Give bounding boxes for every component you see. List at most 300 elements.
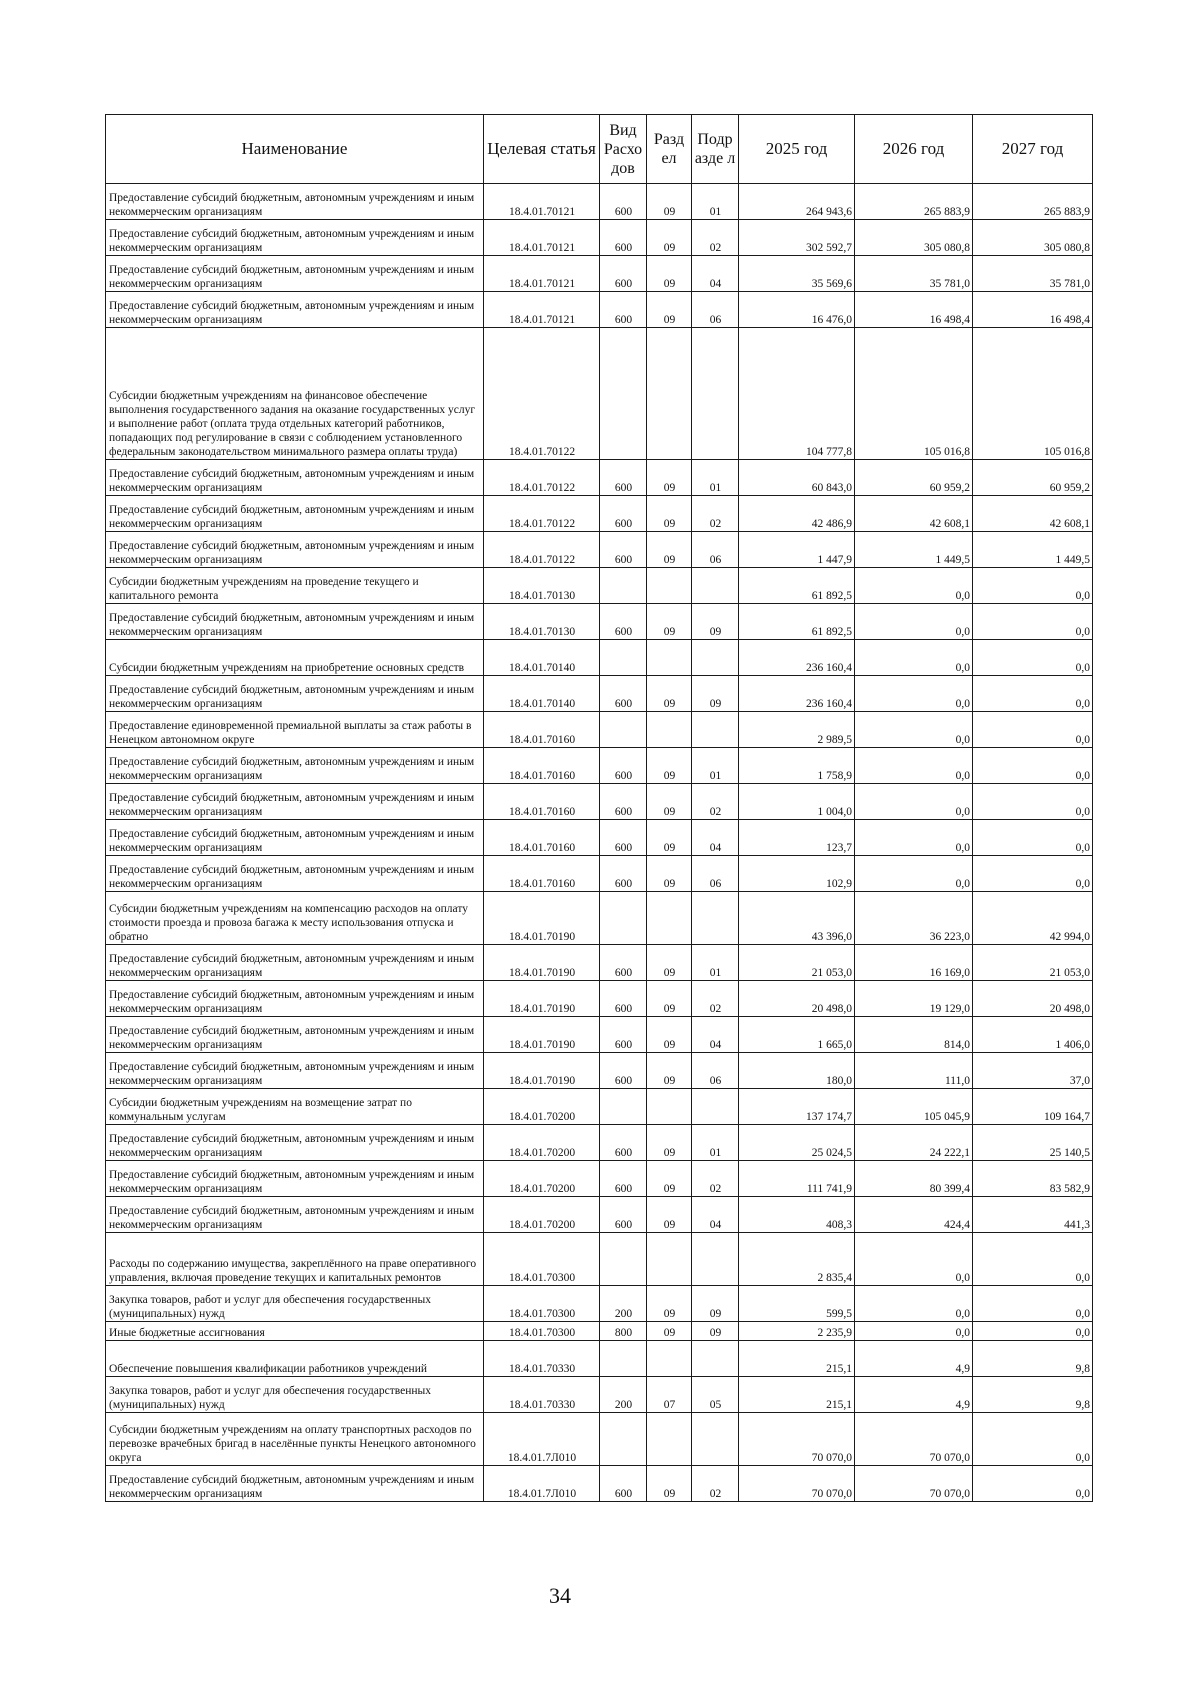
section-cell: 09 <box>647 748 692 784</box>
subsection-cell: 01 <box>692 460 739 496</box>
amount-2025-cell: 408,3 <box>739 1197 855 1233</box>
row-name-cell: Предоставление субсидий бюджетным, автономным учреждениям и иным некоммерческим организациям <box>106 784 484 820</box>
header-section: Разд ел <box>647 115 692 184</box>
amount-2026-cell: 16 498,4 <box>855 292 973 328</box>
table-row <box>106 1125 1093 1161</box>
row-name-cell: Предоставление субсидий бюджетным, автономным учреждениям и иным некоммерческим организациям <box>106 292 484 328</box>
row-name-cell: Субсидии бюджетным учреждениям на компенсацию расходов на оплату стоимости проезда и провоза багажа к месту использования отпуска и обратно <box>106 892 484 945</box>
target-article-cell: 18.4.01.70200 <box>484 1125 600 1161</box>
amount-2027-cell: 37,0 <box>973 1053 1093 1089</box>
expense-type-cell: 600 <box>600 604 647 640</box>
table-row <box>106 184 1093 220</box>
amount-2026-cell: 0,0 <box>855 568 973 604</box>
expense-type-cell: 600 <box>600 856 647 892</box>
expense-type-cell: 600 <box>600 1161 647 1197</box>
expense-type-cell <box>600 892 647 945</box>
subsection-cell <box>692 1089 739 1125</box>
section-cell: 09 <box>647 945 692 981</box>
amount-2025-cell: 35 569,6 <box>739 256 855 292</box>
subsection-cell: 04 <box>692 1017 739 1053</box>
table-row <box>106 328 1093 460</box>
expense-type-cell: 800 <box>600 1322 647 1341</box>
amount-2025-cell: 180,0 <box>739 1053 855 1089</box>
target-article-cell: 18.4.01.70200 <box>484 1197 600 1233</box>
expense-type-cell: 200 <box>600 1377 647 1413</box>
target-article-cell: 18.4.01.70140 <box>484 640 600 676</box>
subsection-cell: 05 <box>692 1377 739 1413</box>
subsection-cell: 01 <box>692 184 739 220</box>
section-cell: 09 <box>647 220 692 256</box>
amount-2025-cell: 215,1 <box>739 1377 855 1413</box>
amount-2027-cell: 1 449,5 <box>973 532 1093 568</box>
row-name-cell: Закупка товаров, работ и услуг для обеспечения государственных (муниципальных) нужд <box>106 1377 484 1413</box>
table-row <box>106 256 1093 292</box>
row-name-cell: Предоставление субсидий бюджетным, автономным учреждениям и иным некоммерческим организациям <box>106 184 484 220</box>
amount-2027-cell: 16 498,4 <box>973 292 1093 328</box>
section-cell <box>647 640 692 676</box>
expense-type-cell: 600 <box>600 256 647 292</box>
header-target-article: Целевая статья <box>484 115 600 184</box>
amount-2027-cell: 109 164,7 <box>973 1089 1093 1125</box>
row-name-cell: Субсидии бюджетным учреждениям на приобретение основных средств <box>106 640 484 676</box>
row-name-cell: Предоставление субсидий бюджетным, автономным учреждениям и иным некоммерческим организациям <box>106 220 484 256</box>
row-name-cell: Предоставление субсидий бюджетным, автономным учреждениям и иным некоммерческим организациям <box>106 604 484 640</box>
section-cell: 09 <box>647 256 692 292</box>
section-cell: 09 <box>647 292 692 328</box>
section-cell: 09 <box>647 820 692 856</box>
subsection-cell: 06 <box>692 856 739 892</box>
amount-2025-cell: 599,5 <box>739 1286 855 1322</box>
header-name: Наименование <box>106 115 484 184</box>
expense-type-cell <box>600 1341 647 1377</box>
amount-2027-cell: 1 406,0 <box>973 1017 1093 1053</box>
table-row <box>106 981 1093 1017</box>
section-cell: 09 <box>647 460 692 496</box>
amount-2025-cell: 60 843,0 <box>739 460 855 496</box>
expense-type-cell: 600 <box>600 1197 647 1233</box>
amount-2025-cell: 1 447,9 <box>739 532 855 568</box>
row-name-cell: Субсидии бюджетным учреждениям на возмещение затрат по коммунальным услугам <box>106 1089 484 1125</box>
amount-2025-cell: 2 835,4 <box>739 1233 855 1286</box>
amount-2026-cell: 0,0 <box>855 1286 973 1322</box>
section-cell: 09 <box>647 1197 692 1233</box>
amount-2026-cell: 70 070,0 <box>855 1466 973 1502</box>
target-article-cell: 18.4.01.70160 <box>484 784 600 820</box>
row-name-cell: Предоставление субсидий бюджетным, автономным учреждениям и иным некоммерческим организациям <box>106 1466 484 1502</box>
target-article-cell: 18.4.01.70190 <box>484 892 600 945</box>
table-row <box>106 1089 1093 1125</box>
expense-type-cell <box>600 712 647 748</box>
target-article-cell: 18.4.01.70130 <box>484 568 600 604</box>
amount-2025-cell: 102,9 <box>739 856 855 892</box>
amount-2027-cell: 21 053,0 <box>973 945 1093 981</box>
amount-2026-cell: 80 399,4 <box>855 1161 973 1197</box>
amount-2026-cell: 305 080,8 <box>855 220 973 256</box>
target-article-cell: 18.4.01.70300 <box>484 1233 600 1286</box>
section-cell: 09 <box>647 981 692 1017</box>
amount-2027-cell: 60 959,2 <box>973 460 1093 496</box>
amount-2026-cell: 111,0 <box>855 1053 973 1089</box>
amount-2025-cell: 25 024,5 <box>739 1125 855 1161</box>
amount-2027-cell: 0,0 <box>973 1322 1093 1341</box>
expense-type-cell: 600 <box>600 784 647 820</box>
table-row <box>106 712 1093 748</box>
amount-2027-cell: 83 582,9 <box>973 1161 1093 1197</box>
table-row <box>106 1466 1093 1502</box>
table-row <box>106 1377 1093 1413</box>
table-row <box>106 748 1093 784</box>
table-row <box>106 568 1093 604</box>
amount-2026-cell: 0,0 <box>855 820 973 856</box>
amount-2025-cell: 215,1 <box>739 1341 855 1377</box>
table-row <box>106 856 1093 892</box>
table-row <box>106 1286 1093 1322</box>
subsection-cell: 04 <box>692 1197 739 1233</box>
row-name-cell: Предоставление субсидий бюджетным, автономным учреждениям и иным некоммерческим организациям <box>106 1125 484 1161</box>
amount-2025-cell: 104 777,8 <box>739 328 855 460</box>
amount-2027-cell: 25 140,5 <box>973 1125 1093 1161</box>
section-cell: 09 <box>647 184 692 220</box>
amount-2025-cell: 123,7 <box>739 820 855 856</box>
expense-type-cell: 600 <box>600 184 647 220</box>
section-cell: 09 <box>647 604 692 640</box>
table-row <box>106 820 1093 856</box>
amount-2025-cell: 70 070,0 <box>739 1466 855 1502</box>
amount-2026-cell: 105 045,9 <box>855 1089 973 1125</box>
section-cell <box>647 328 692 460</box>
subsection-cell <box>692 1341 739 1377</box>
amount-2026-cell: 0,0 <box>855 856 973 892</box>
row-name-cell: Предоставление субсидий бюджетным, автономным учреждениям и иным некоммерческим организациям <box>106 1053 484 1089</box>
subsection-cell: 06 <box>692 532 739 568</box>
amount-2025-cell: 16 476,0 <box>739 292 855 328</box>
table-row <box>106 1322 1093 1341</box>
row-name-cell: Предоставление субсидий бюджетным, автономным учреждениям и иным некоммерческим организациям <box>106 820 484 856</box>
row-name-cell: Предоставление субсидий бюджетным, автономным учреждениям и иным некоммерческим организациям <box>106 748 484 784</box>
table-row <box>106 532 1093 568</box>
target-article-cell: 18.4.01.70160 <box>484 748 600 784</box>
row-name-cell: Предоставление субсидий бюджетным, автономным учреждениям и иным некоммерческим организациям <box>106 256 484 292</box>
target-article-cell: 18.4.01.70130 <box>484 604 600 640</box>
row-name-cell: Предоставление субсидий бюджетным, автономным учреждениям и иным некоммерческим организациям <box>106 496 484 532</box>
amount-2026-cell: 1 449,5 <box>855 532 973 568</box>
subsection-cell: 02 <box>692 784 739 820</box>
expense-type-cell: 600 <box>600 292 647 328</box>
subsection-cell: 06 <box>692 1053 739 1089</box>
amount-2027-cell: 265 883,9 <box>973 184 1093 220</box>
target-article-cell: 18.4.01.70121 <box>484 292 600 328</box>
table-row <box>106 496 1093 532</box>
subsection-cell: 01 <box>692 1125 739 1161</box>
subsection-cell: 01 <box>692 748 739 784</box>
amount-2025-cell: 61 892,5 <box>739 568 855 604</box>
row-name-cell: Предоставление субсидий бюджетным, автономным учреждениям и иным некоммерческим организациям <box>106 1197 484 1233</box>
row-name-cell: Субсидии бюджетным учреждениям на финансовое обеспечение выполнения государственного задания на оказание государственных услуг и выполнение работ (оплата труда отдельных категорий работников, попадающих под регулирование в связи с соблюдением установленного федеральным законодательством минимального размера оплаты труда) <box>106 328 484 460</box>
row-name-cell: Предоставление субсидий бюджетным, автономным учреждениям и иным некоммерческим организациям <box>106 460 484 496</box>
amount-2027-cell: 35 781,0 <box>973 256 1093 292</box>
expense-type-cell: 600 <box>600 460 647 496</box>
amount-2026-cell: 4,9 <box>855 1341 973 1377</box>
table-row <box>106 460 1093 496</box>
amount-2026-cell: 24 222,1 <box>855 1125 973 1161</box>
subsection-cell: 04 <box>692 256 739 292</box>
target-article-cell: 18.4.01.7Л010 <box>484 1413 600 1466</box>
row-name-cell: Закупка товаров, работ и услуг для обеспечения государственных (муниципальных) нужд <box>106 1286 484 1322</box>
amount-2027-cell: 0,0 <box>973 1413 1093 1466</box>
amount-2026-cell: 424,4 <box>855 1197 973 1233</box>
amount-2026-cell: 0,0 <box>855 640 973 676</box>
table-row <box>106 1161 1093 1197</box>
row-name-cell: Обеспечение повышения квалификации работников учреждений <box>106 1341 484 1377</box>
header-year-2027: 2027 год <box>973 115 1093 184</box>
target-article-cell: 18.4.01.70190 <box>484 981 600 1017</box>
table-header-row <box>106 115 1093 184</box>
target-article-cell: 18.4.01.70190 <box>484 1053 600 1089</box>
table-row <box>106 1413 1093 1466</box>
target-article-cell: 18.4.01.70160 <box>484 712 600 748</box>
expense-type-cell <box>600 640 647 676</box>
amount-2026-cell: 814,0 <box>855 1017 973 1053</box>
row-name-cell: Субсидии бюджетным учреждениям на проведение текущего и капитального ремонта <box>106 568 484 604</box>
section-cell: 09 <box>647 676 692 712</box>
expense-type-cell: 600 <box>600 496 647 532</box>
amount-2026-cell: 0,0 <box>855 784 973 820</box>
subsection-cell: 02 <box>692 981 739 1017</box>
amount-2027-cell: 20 498,0 <box>973 981 1093 1017</box>
amount-2026-cell: 0,0 <box>855 712 973 748</box>
amount-2027-cell: 0,0 <box>973 640 1093 676</box>
row-name-cell: Расходы по содержанию имущества, закреплённого на праве оперативного управления, включая проведение текущих и капитальных ремонтов <box>106 1233 484 1286</box>
target-article-cell: 18.4.01.70121 <box>484 256 600 292</box>
amount-2025-cell: 236 160,4 <box>739 676 855 712</box>
expense-type-cell: 600 <box>600 676 647 712</box>
subsection-cell: 06 <box>692 292 739 328</box>
table-row <box>106 604 1093 640</box>
expense-type-cell <box>600 1089 647 1125</box>
amount-2027-cell: 0,0 <box>973 820 1093 856</box>
amount-2026-cell: 16 169,0 <box>855 945 973 981</box>
table-row <box>106 640 1093 676</box>
subsection-cell: 09 <box>692 676 739 712</box>
amount-2026-cell: 36 223,0 <box>855 892 973 945</box>
subsection-cell <box>692 1233 739 1286</box>
section-cell: 09 <box>647 784 692 820</box>
amount-2025-cell: 1 758,9 <box>739 748 855 784</box>
row-name-cell: Предоставление субсидий бюджетным, автономным учреждениям и иным некоммерческим организациям <box>106 1017 484 1053</box>
target-article-cell: 18.4.01.70160 <box>484 820 600 856</box>
amount-2027-cell: 0,0 <box>973 676 1093 712</box>
amount-2027-cell: 42 994,0 <box>973 892 1093 945</box>
amount-2026-cell: 0,0 <box>855 1322 973 1341</box>
subsection-cell <box>692 712 739 748</box>
section-cell <box>647 1341 692 1377</box>
header-subsection: Подр азде л <box>692 115 739 184</box>
section-cell <box>647 1413 692 1466</box>
target-article-cell: 18.4.01.70330 <box>484 1377 600 1413</box>
expense-type-cell: 600 <box>600 981 647 1017</box>
row-name-cell: Предоставление субсидий бюджетным, автономным учреждениям и иным некоммерческим организациям <box>106 1161 484 1197</box>
amount-2027-cell: 42 608,1 <box>973 496 1093 532</box>
row-name-cell: Предоставление субсидий бюджетным, автономным учреждениям и иным некоммерческим организациям <box>106 981 484 1017</box>
section-cell <box>647 712 692 748</box>
target-article-cell: 18.4.01.70122 <box>484 496 600 532</box>
amount-2026-cell: 35 781,0 <box>855 256 973 292</box>
section-cell: 09 <box>647 532 692 568</box>
target-article-cell: 18.4.01.70330 <box>484 1341 600 1377</box>
expense-type-cell <box>600 328 647 460</box>
target-article-cell: 18.4.01.70160 <box>484 856 600 892</box>
amount-2026-cell: 0,0 <box>855 676 973 712</box>
amount-2025-cell: 302 592,7 <box>739 220 855 256</box>
amount-2026-cell: 0,0 <box>855 1233 973 1286</box>
section-cell <box>647 892 692 945</box>
row-name-cell: Иные бюджетные ассигнования <box>106 1322 484 1341</box>
expense-type-cell: 600 <box>600 1466 647 1502</box>
amount-2025-cell: 21 053,0 <box>739 945 855 981</box>
amount-2026-cell: 19 129,0 <box>855 981 973 1017</box>
section-cell: 07 <box>647 1377 692 1413</box>
amount-2025-cell: 61 892,5 <box>739 604 855 640</box>
subsection-cell <box>692 892 739 945</box>
section-cell: 09 <box>647 1017 692 1053</box>
row-name-cell: Предоставление единовременной премиальной выплаты за стаж работы в Ненецком автономном округе <box>106 712 484 748</box>
expense-type-cell: 600 <box>600 532 647 568</box>
target-article-cell: 18.4.01.70140 <box>484 676 600 712</box>
amount-2025-cell: 2 989,5 <box>739 712 855 748</box>
row-name-cell: Предоставление субсидий бюджетным, автономным учреждениям и иным некоммерческим организациям <box>106 945 484 981</box>
expense-type-cell: 600 <box>600 820 647 856</box>
row-name-cell: Предоставление субсидий бюджетным, автономным учреждениям и иным некоммерческим организациям <box>106 676 484 712</box>
table-row <box>106 292 1093 328</box>
page-number: 34 <box>549 1583 571 1608</box>
amount-2027-cell: 9,8 <box>973 1341 1093 1377</box>
subsection-cell <box>692 328 739 460</box>
expense-type-cell <box>600 1233 647 1286</box>
section-cell: 09 <box>647 1466 692 1502</box>
table-row <box>106 220 1093 256</box>
expense-type-cell: 600 <box>600 1125 647 1161</box>
amount-2026-cell: 0,0 <box>855 748 973 784</box>
subsection-cell <box>692 568 739 604</box>
section-cell <box>647 568 692 604</box>
row-name-cell: Субсидии бюджетным учреждениям на оплату транспортных расходов по перевозке врачебных бригад в населённые пункты Ненецкого автономного округа <box>106 1413 484 1466</box>
amount-2027-cell: 105 016,8 <box>973 328 1093 460</box>
subsection-cell: 02 <box>692 1161 739 1197</box>
section-cell: 09 <box>647 1161 692 1197</box>
header-year-2025: 2025 год <box>739 115 855 184</box>
section-cell: 09 <box>647 856 692 892</box>
amount-2027-cell: 9,8 <box>973 1377 1093 1413</box>
amount-2026-cell: 265 883,9 <box>855 184 973 220</box>
target-article-cell: 18.4.01.70122 <box>484 532 600 568</box>
expense-type-cell: 600 <box>600 1017 647 1053</box>
amount-2025-cell: 236 160,4 <box>739 640 855 676</box>
header-expense-type: Вид Расхо дов <box>600 115 647 184</box>
target-article-cell: 18.4.01.70200 <box>484 1161 600 1197</box>
amount-2026-cell: 60 959,2 <box>855 460 973 496</box>
amount-2026-cell: 105 016,8 <box>855 328 973 460</box>
expense-type-cell: 600 <box>600 945 647 981</box>
subsection-cell: 02 <box>692 220 739 256</box>
target-article-cell: 18.4.01.70190 <box>484 1017 600 1053</box>
amount-2025-cell: 264 943,6 <box>739 184 855 220</box>
amount-2025-cell: 1 665,0 <box>739 1017 855 1053</box>
expense-type-cell: 600 <box>600 220 647 256</box>
target-article-cell: 18.4.01.70122 <box>484 328 600 460</box>
section-cell: 09 <box>647 1322 692 1341</box>
target-article-cell: 18.4.01.70300 <box>484 1322 600 1341</box>
expense-type-cell <box>600 568 647 604</box>
table-row <box>106 1197 1093 1233</box>
amount-2027-cell: 0,0 <box>973 712 1093 748</box>
amount-2026-cell: 4,9 <box>855 1377 973 1413</box>
section-cell <box>647 1233 692 1286</box>
target-article-cell: 18.4.01.70200 <box>484 1089 600 1125</box>
section-cell: 09 <box>647 1053 692 1089</box>
subsection-cell <box>692 640 739 676</box>
table-row <box>106 892 1093 945</box>
section-cell <box>647 1089 692 1125</box>
table-row <box>106 784 1093 820</box>
table-row <box>106 1341 1093 1377</box>
expense-type-cell <box>600 1413 647 1466</box>
amount-2025-cell: 111 741,9 <box>739 1161 855 1197</box>
table-body <box>106 184 1093 1502</box>
subsection-cell: 09 <box>692 604 739 640</box>
target-article-cell: 18.4.01.70300 <box>484 1286 600 1322</box>
section-cell: 09 <box>647 496 692 532</box>
subsection-cell: 01 <box>692 945 739 981</box>
amount-2025-cell: 137 174,7 <box>739 1089 855 1125</box>
amount-2027-cell: 0,0 <box>973 784 1093 820</box>
target-article-cell: 18.4.01.7Л010 <box>484 1466 600 1502</box>
amount-2027-cell: 305 080,8 <box>973 220 1093 256</box>
expense-type-cell: 200 <box>600 1286 647 1322</box>
amount-2027-cell: 0,0 <box>973 1233 1093 1286</box>
amount-2026-cell: 42 608,1 <box>855 496 973 532</box>
row-name-cell: Предоставление субсидий бюджетным, автономным учреждениям и иным некоммерческим организациям <box>106 856 484 892</box>
expense-type-cell: 600 <box>600 1053 647 1089</box>
amount-2025-cell: 2 235,9 <box>739 1322 855 1341</box>
amount-2025-cell: 70 070,0 <box>739 1413 855 1466</box>
table-row <box>106 945 1093 981</box>
section-cell: 09 <box>647 1125 692 1161</box>
amount-2025-cell: 43 396,0 <box>739 892 855 945</box>
amount-2027-cell: 0,0 <box>973 748 1093 784</box>
subsection-cell: 04 <box>692 820 739 856</box>
table-row <box>106 1233 1093 1286</box>
subsection-cell: 02 <box>692 496 739 532</box>
target-article-cell: 18.4.01.70121 <box>484 184 600 220</box>
row-name-cell: Предоставление субсидий бюджетным, автономным учреждениям и иным некоммерческим организациям <box>106 532 484 568</box>
header-year-2026: 2026 год <box>855 115 973 184</box>
expense-type-cell: 600 <box>600 748 647 784</box>
amount-2027-cell: 0,0 <box>973 568 1093 604</box>
amount-2026-cell: 70 070,0 <box>855 1413 973 1466</box>
amount-2025-cell: 42 486,9 <box>739 496 855 532</box>
target-article-cell: 18.4.01.70122 <box>484 460 600 496</box>
subsection-cell: 02 <box>692 1466 739 1502</box>
amount-2025-cell: 1 004,0 <box>739 784 855 820</box>
target-article-cell: 18.4.01.70190 <box>484 945 600 981</box>
amount-2027-cell: 0,0 <box>973 604 1093 640</box>
table-row <box>106 676 1093 712</box>
subsection-cell: 09 <box>692 1322 739 1341</box>
amount-2027-cell: 0,0 <box>973 1286 1093 1322</box>
budget-table <box>105 114 1093 1502</box>
subsection-cell: 09 <box>692 1286 739 1322</box>
subsection-cell <box>692 1413 739 1466</box>
